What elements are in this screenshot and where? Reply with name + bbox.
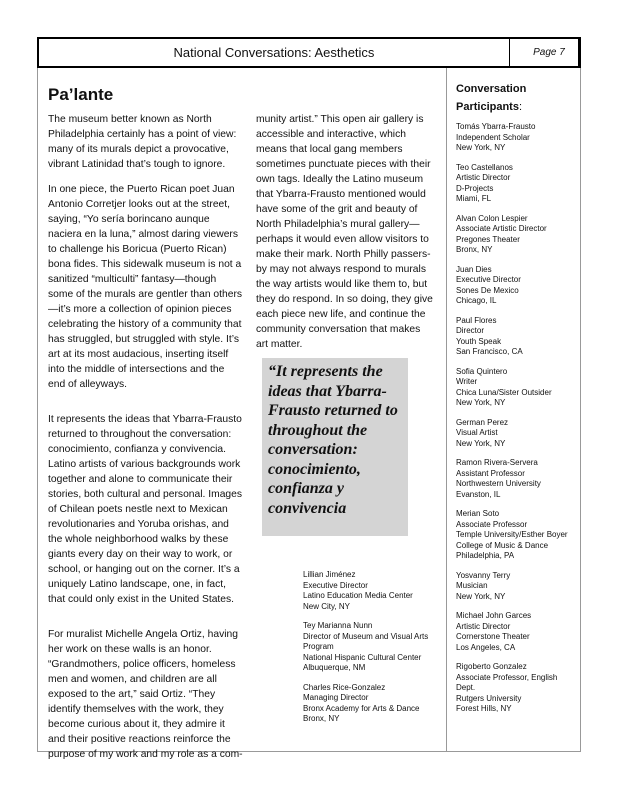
contact-entry — [303, 570, 443, 612]
newsletter-title: National Conversations: Aesthetics — [173, 45, 375, 60]
contact-name: Lillian Jiménez — [303, 570, 356, 579]
participant-detail: Cornerstone Theater — [456, 632, 530, 641]
participant-entry — [456, 458, 576, 500]
participant-list — [456, 122, 576, 715]
participant-detail: Director — [456, 326, 485, 335]
article-paragraph: The museum better known as North Philadelphia certainly has a point of view: many of its murals depict a provocative, vibrant Latinidad that’s tough to ignore. — [48, 114, 237, 170]
participant-detail: Rutgers University — [456, 693, 522, 703]
participant-name: Sofia Quintero — [456, 366, 508, 376]
sidebar-title-text: Conversation Participants — [456, 83, 527, 113]
contact-role: Managing Director — [303, 693, 369, 702]
sidebar-divider — [446, 68, 447, 752]
contact-org: Latino Education Media Center — [303, 591, 413, 600]
participant-name: Yosvanny Terry — [456, 570, 511, 580]
contact-location: Albuquerque, NM — [303, 663, 366, 672]
article-column-2 — [256, 112, 434, 362]
participant-location: Miami, FL — [456, 194, 492, 203]
sidebar-title-colon: : — [518, 101, 523, 113]
participant-location: Chicago, IL — [456, 296, 497, 305]
participant-entry — [456, 265, 576, 307]
participant-location: Los Angeles, CA — [456, 642, 516, 652]
contact-name: Tey Marianna Nunn — [303, 621, 373, 630]
sidebar-title — [456, 80, 576, 116]
participant-detail: Sones De Mexico — [456, 285, 519, 295]
participant-name: Merian Soto — [456, 509, 500, 518]
contact-entry — [303, 683, 443, 725]
participant-location: New York, NY — [456, 591, 506, 601]
article-column-1 — [48, 112, 244, 772]
page-header — [37, 37, 581, 68]
participant-detail: D-Projects — [456, 183, 494, 193]
participant-detail: Youth Speak — [456, 336, 502, 346]
article-paragraph: For muralist Michelle Angela Ortiz, having her work on these walls is an honor. “Grandmothers, police officers, homeless men and women, and children are all exposed to the art,” said Ortiz. “They identify themselves with the work, they become curious about it, they admire it and their positive reactions reinforce the purpose of my work and my role as a com- — [48, 629, 243, 760]
participant-detail: Chica Luna/Sister Outsider — [456, 387, 552, 397]
participants-sidebar — [456, 80, 576, 724]
pull-quote: “It represents the ideas that Ybarra-Frausto returned to throughout the conversation: conocimiento, confianza y convivencia — [262, 358, 408, 536]
participant-entry — [456, 509, 576, 562]
header-divider — [578, 39, 579, 66]
participant-entry — [456, 611, 576, 653]
participant-detail: Associate Professor — [456, 519, 528, 529]
contact-org: Bronx Academy for Arts & Dance — [303, 703, 420, 713]
participant-name: Paul Flores — [456, 315, 497, 325]
participant-detail: Associate Professor, English Dept. — [456, 672, 558, 692]
participant-entry — [456, 122, 576, 154]
participant-name: German Perez — [456, 417, 509, 427]
contact-entry — [303, 621, 443, 674]
article-paragraph: In one piece, the Puerto Rican poet Juan Antonio Corretjer looks out at the street, saying, “Yo sería borincano aunque naciera en la luna,” almost daring viewers to challenge his Boricua (Puerto Rican) bona fides. This sidewalk museum is not a sanitized “multiculti” fantasy—though some of the murals are gentler than others—it’s more a collection of opinion pieces celebrating the history of a community that has struggled, but struggled with style. It’s art at its most audacious, inserting itself into the middle of intersections and the end of alleyways. — [48, 184, 243, 390]
participant-name: Ramon Rivera-Servera — [456, 458, 538, 467]
article-title: Pa’lante — [48, 85, 114, 104]
participant-detail: Pregones Theater — [456, 234, 520, 244]
participant-location: New York, NY — [456, 398, 506, 407]
participant-detail: Temple University/Esther Boyer College of Music & Dance — [456, 530, 568, 550]
participant-entry — [456, 367, 576, 409]
participant-detail: Executive Director — [456, 275, 521, 284]
contact-org: National Hispanic Cultural Center — [303, 652, 422, 662]
participant-entry — [456, 163, 576, 205]
contact-list — [303, 570, 443, 734]
participant-detail: Musician — [456, 581, 488, 590]
participant-name: Tomás Ybarra-Frausto — [456, 122, 536, 131]
contact-name: Charles Rice-Gonzalez — [303, 682, 386, 692]
participant-detail: Independent Scholar — [456, 132, 530, 142]
participant-entry — [456, 571, 576, 603]
participant-name: Rigoberto Gonzalez — [456, 662, 527, 671]
contact-location: Bronx, NY — [303, 714, 340, 723]
participant-entry — [456, 316, 576, 358]
participant-name: Teo Castellanos — [456, 162, 513, 172]
participant-detail: Artistic Director — [456, 173, 511, 182]
participant-detail: Visual Artist — [456, 428, 498, 437]
contact-role: Director of Museum and Visual Arts Program — [303, 631, 429, 651]
participant-name: Juan Dies — [456, 264, 492, 274]
participant-detail: Associate Artistic Director — [456, 224, 547, 233]
participant-detail: Writer — [456, 377, 478, 386]
participant-location: San Francisco, CA — [456, 347, 523, 356]
participant-location: Forest Hills, NY — [456, 704, 512, 713]
article-paragraph: munity artist.” This open air gallery is accessible and interactive, which means that local gang members sometimes punctuate pieces with their own tags. Ideally the Latino museum that Ybarra-Frausto mentioned would have some of the grit and beauty of North Philadelphia’s mural gallery—perhaps it would even allow visitors to make their mark. North Philly passers-by may not always respond to murals the way artists would like them to, but they do respond. In so doing, they give each piece new life, and continue the community conversation that makes art matter. — [256, 114, 433, 350]
participant-detail: Assistant Professor — [456, 468, 525, 478]
article-paragraph: It represents the ideas that Ybarra-Frausto returned to throughout the conversation: conocimiento, confianza y convivencia. Latino artists of various backgrounds work together and alone to communicate their stories, both cultural and personal. Images of Chilean poets nestle next to Mexican revolutionaries and Yoruba orishas, and the whole neighborhood walks by these giants every day on their way to work, or school, or hanging out on the corner. It’s a uniquely Latino landscape, one, in fact, that could only exist in the United States. — [48, 414, 243, 605]
participant-location: Bronx, NY — [456, 245, 493, 254]
page-number-box — [509, 39, 587, 66]
contact-location: New City, NY — [303, 601, 350, 611]
participant-name: Alvan Colon Lespier — [456, 213, 528, 223]
participant-entry — [456, 418, 576, 450]
participant-location: New York, NY — [456, 438, 506, 448]
participant-entry — [456, 662, 576, 715]
page-number: Page 7 — [533, 47, 565, 58]
participant-detail: Artistic Director — [456, 621, 511, 631]
participant-location: New York, NY — [456, 143, 506, 152]
participant-location: Philadelphia, PA — [456, 551, 515, 560]
participant-detail: Northwestern University — [456, 479, 541, 488]
participant-location: Evanston, IL — [456, 489, 501, 499]
participant-entry — [456, 214, 576, 256]
contact-role: Executive Director — [303, 580, 368, 590]
participant-name: Michael John Garces — [456, 611, 532, 620]
